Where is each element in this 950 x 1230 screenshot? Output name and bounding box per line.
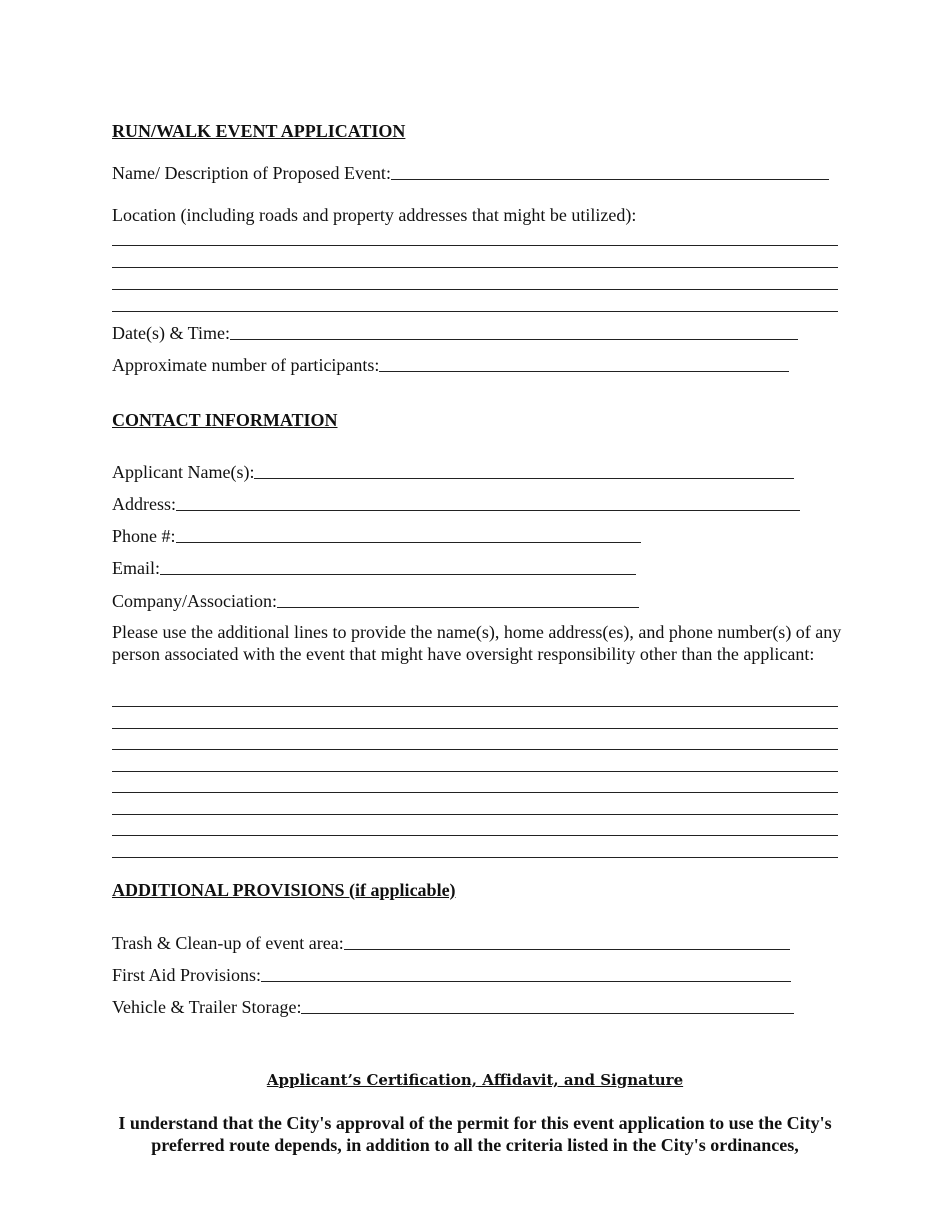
additional-persons-instructions: Please use the additional lines to provide the name(s), home address(es), and phone number(s) of any person associated with the event that might have oversight responsibility other than the applicant:	[112, 622, 842, 664]
applicant-label: Applicant Name(s):	[112, 462, 255, 482]
company-row	[112, 590, 639, 612]
dates-row	[112, 322, 798, 344]
company-label: Company/Association:	[112, 591, 277, 611]
event-name-label: Name/ Description of Proposed Event:	[112, 163, 391, 183]
form-title: RUN/WALK EVENT APPLICATION	[112, 121, 406, 141]
location-line-4[interactable]	[112, 311, 838, 312]
location-line-2[interactable]	[112, 267, 838, 268]
additional-line-6[interactable]	[112, 814, 838, 815]
trash-label: Trash & Clean-up of event area:	[112, 933, 344, 953]
first-aid-label: First Aid Provisions:	[112, 965, 262, 985]
participants-field[interactable]	[379, 371, 789, 372]
address-row	[112, 493, 800, 515]
location-line-3[interactable]	[112, 289, 838, 290]
additional-line-4[interactable]	[112, 771, 838, 772]
participants-label: Approximate number of participants:	[112, 355, 380, 375]
participants-row	[112, 354, 789, 376]
email-field[interactable]	[160, 574, 636, 575]
contact-heading: CONTACT INFORMATION	[112, 410, 338, 430]
first-aid-field[interactable]	[261, 981, 791, 982]
vehicle-row	[112, 996, 794, 1018]
vehicle-label: Vehicle & Trailer Storage:	[112, 997, 302, 1017]
trash-row	[112, 932, 790, 954]
additional-line-7[interactable]	[112, 835, 838, 836]
location-line-1[interactable]	[112, 245, 838, 246]
certification-body: I understand that the City's approval of the permit for this event application to use the City's preferred route depends, in addition to all the criteria listed in the City's ordinances,	[118, 1113, 832, 1155]
location-label: Location (including roads and property addresses that might be utilized):	[112, 205, 637, 225]
phone-label: Phone #:	[112, 526, 176, 546]
email-label: Email:	[112, 558, 160, 578]
additional-line-8[interactable]	[112, 857, 838, 858]
additional-line-3[interactable]	[112, 749, 838, 750]
first-aid-row	[112, 964, 791, 986]
trash-field[interactable]	[344, 949, 790, 950]
dates-field[interactable]	[230, 339, 798, 340]
event-name-row	[112, 162, 829, 184]
provisions-heading: ADDITIONAL PROVISIONS (if applicable)	[112, 880, 456, 900]
additional-line-2[interactable]	[112, 728, 838, 729]
phone-row	[112, 525, 641, 547]
additional-line-1[interactable]	[112, 706, 838, 707]
applicant-row	[112, 461, 794, 483]
additional-line-5[interactable]	[112, 792, 838, 793]
vehicle-field[interactable]	[301, 1013, 794, 1014]
email-row	[112, 557, 636, 579]
event-name-field[interactable]	[391, 179, 829, 180]
address-label: Address:	[112, 494, 176, 514]
phone-field[interactable]	[176, 542, 641, 543]
certification-title: Applicant’s Certification, Affidavit, and Signature	[266, 1071, 684, 1089]
company-field[interactable]	[277, 607, 639, 608]
dates-label: Date(s) & Time:	[112, 323, 231, 343]
applicant-field[interactable]	[254, 478, 794, 479]
address-field[interactable]	[176, 510, 800, 511]
